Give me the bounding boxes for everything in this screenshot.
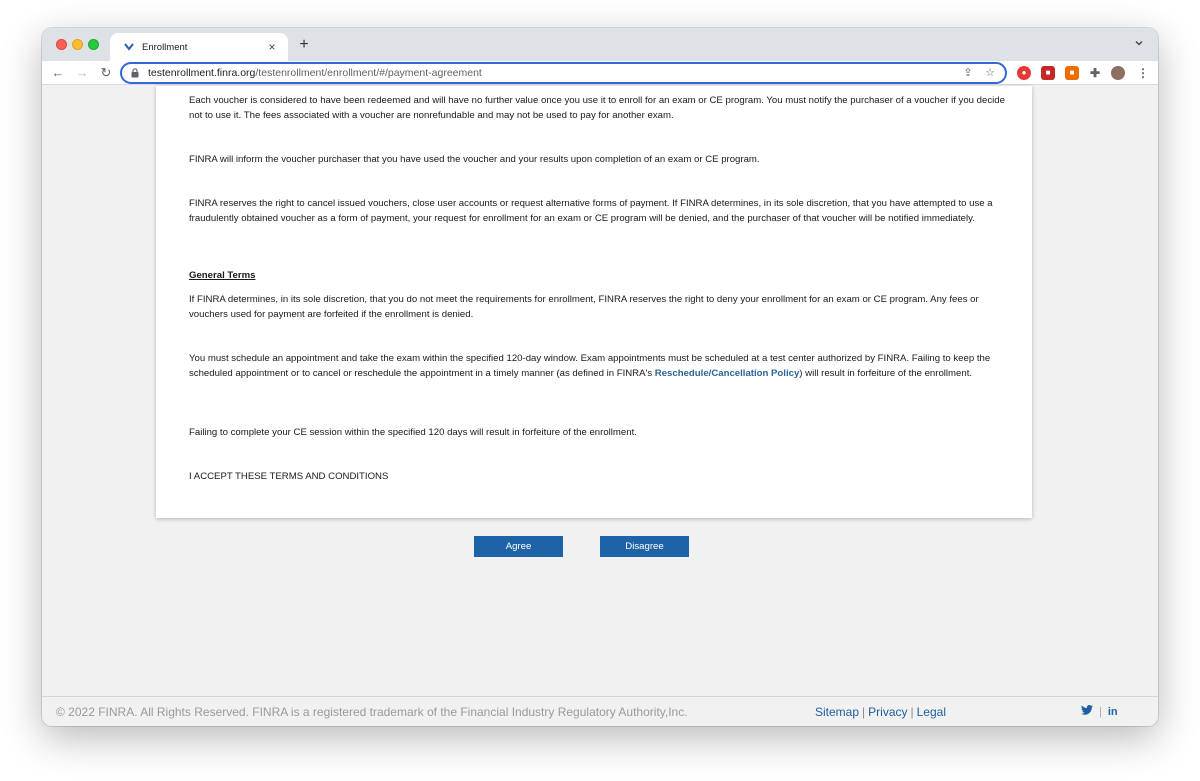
browser-window — [42, 28, 1158, 726]
footer-separator: | — [862, 704, 866, 719]
forward-arrow-icon[interactable]: → — [75, 65, 89, 80]
more-menu-icon[interactable]: ⋮ — [1137, 66, 1149, 80]
extensions-puzzle-icon[interactable]: ✚ — [1089, 66, 1101, 80]
page-viewport — [42, 86, 1158, 726]
terms-paragraph: FINRA reserves the right to cancel issued vouchers, close user accounts or request alternative forms of payment. If FINRA determines, in its sole discretion, that you have attempted to use a fraudulently obtained voucher as a form of payment, your request for enrollment for an exam or CE program will be denied, and the purchaser of that voucher will be notified immediately. — [189, 198, 993, 224]
url-text[interactable] — [148, 67, 961, 79]
minimize-window-button[interactable] — [72, 39, 83, 50]
share-icon[interactable]: ⇪ — [963, 67, 973, 79]
schedule-paragraph — [189, 351, 1015, 381]
browser-toolbar — [42, 61, 1158, 85]
social-links — [1081, 705, 1118, 718]
twitter-icon[interactable] — [1081, 705, 1093, 718]
reload-icon[interactable]: ↻ — [100, 65, 112, 80]
tab-title: Enrollment — [142, 41, 188, 53]
address-bar[interactable] — [120, 62, 1007, 84]
schedule-text-after: ) will result in forfeiture of the enrollment. — [799, 368, 973, 379]
legal-link[interactable]: Legal — [916, 704, 946, 719]
tab-strip — [42, 28, 1158, 61]
page-footer — [42, 696, 1158, 726]
tab-close-icon[interactable]: × — [268, 40, 276, 54]
terms-paragraph: FINRA will inform the voucher purchaser that you have used the voucher and your results upon completion of an exam or CE program. — [189, 154, 760, 165]
finra-favicon-icon — [122, 40, 136, 54]
footer-links — [815, 705, 946, 719]
terms-paragraph: Each voucher is considered to have been redeemed and will have no further value once you use it to enroll for an exam or CE program. You must notify the purchaser of a voucher if you decide not to use it. The fees associated with a voucher are nonrefundable and may not be used to pay for another exam. — [189, 95, 1005, 121]
terms-paragraph: If FINRA determines, in its sole discretion, that you do not meet the requirements for enrollment, FINRA reserves the right to deny your enrollment for an exam or CE program. Any fees or vouchers used for payment are forfeited if the enrollment is denied. — [189, 294, 979, 320]
agree-button[interactable]: Agree — [474, 536, 563, 557]
accept-terms-text: I ACCEPT THESE TERMS AND CONDITIONS — [189, 471, 389, 482]
disagree-button[interactable]: Disagree — [600, 536, 689, 557]
terms-card — [156, 86, 1032, 518]
url-path: /testenrollment/enrollment/#/payment-agreement — [255, 67, 482, 79]
extension-badge-icon[interactable]: ■ — [1041, 66, 1055, 80]
stop-extension-icon[interactable]: ● — [1017, 66, 1031, 80]
privacy-link[interactable]: Privacy — [868, 704, 908, 719]
tab-search-chevron-icon[interactable] — [1134, 38, 1146, 50]
bookmark-star-icon[interactable]: ☆ — [985, 67, 995, 79]
sitemap-link[interactable]: Sitemap — [815, 704, 860, 719]
close-window-button[interactable] — [56, 39, 67, 50]
back-arrow-icon[interactable]: ← — [51, 65, 65, 80]
zoom-window-button[interactable] — [88, 39, 99, 50]
general-terms-heading: General Terms — [189, 270, 256, 281]
profile-avatar[interactable] — [1111, 66, 1125, 80]
schedule-text-before: You must schedule an appointment and take the exam within the specified 120-day window. Exam appointments must be scheduled at a test center authorized by FINRA. Failing to keep the scheduled appointment or to cancel or reschedule the appointment in a timely manner (as defined in FINRA's — [189, 353, 991, 379]
social-separator: | — [1099, 705, 1102, 718]
extension-orange-icon[interactable]: ■ — [1065, 66, 1079, 80]
footer-separator: | — [910, 704, 914, 719]
lock-icon — [130, 68, 140, 79]
reschedule-policy-link[interactable]: Reschedule/Cancellation Policy — [654, 368, 800, 379]
linkedin-icon[interactable]: in — [1107, 705, 1118, 718]
terms-paragraph: Failing to complete your CE session within the specified 120 days will result in forfeiture of the enrollment. — [189, 427, 637, 438]
url-host: testenrollment.finra.org — [148, 67, 256, 79]
new-tab-button[interactable]: + — [299, 36, 309, 53]
copyright-text: © 2022 FINRA. All Rights Reserved. FINRA is a registered trademark of the Financial Industry Regulatory Authority,Inc. — [56, 704, 688, 719]
tab-enrollment[interactable] — [110, 33, 288, 61]
